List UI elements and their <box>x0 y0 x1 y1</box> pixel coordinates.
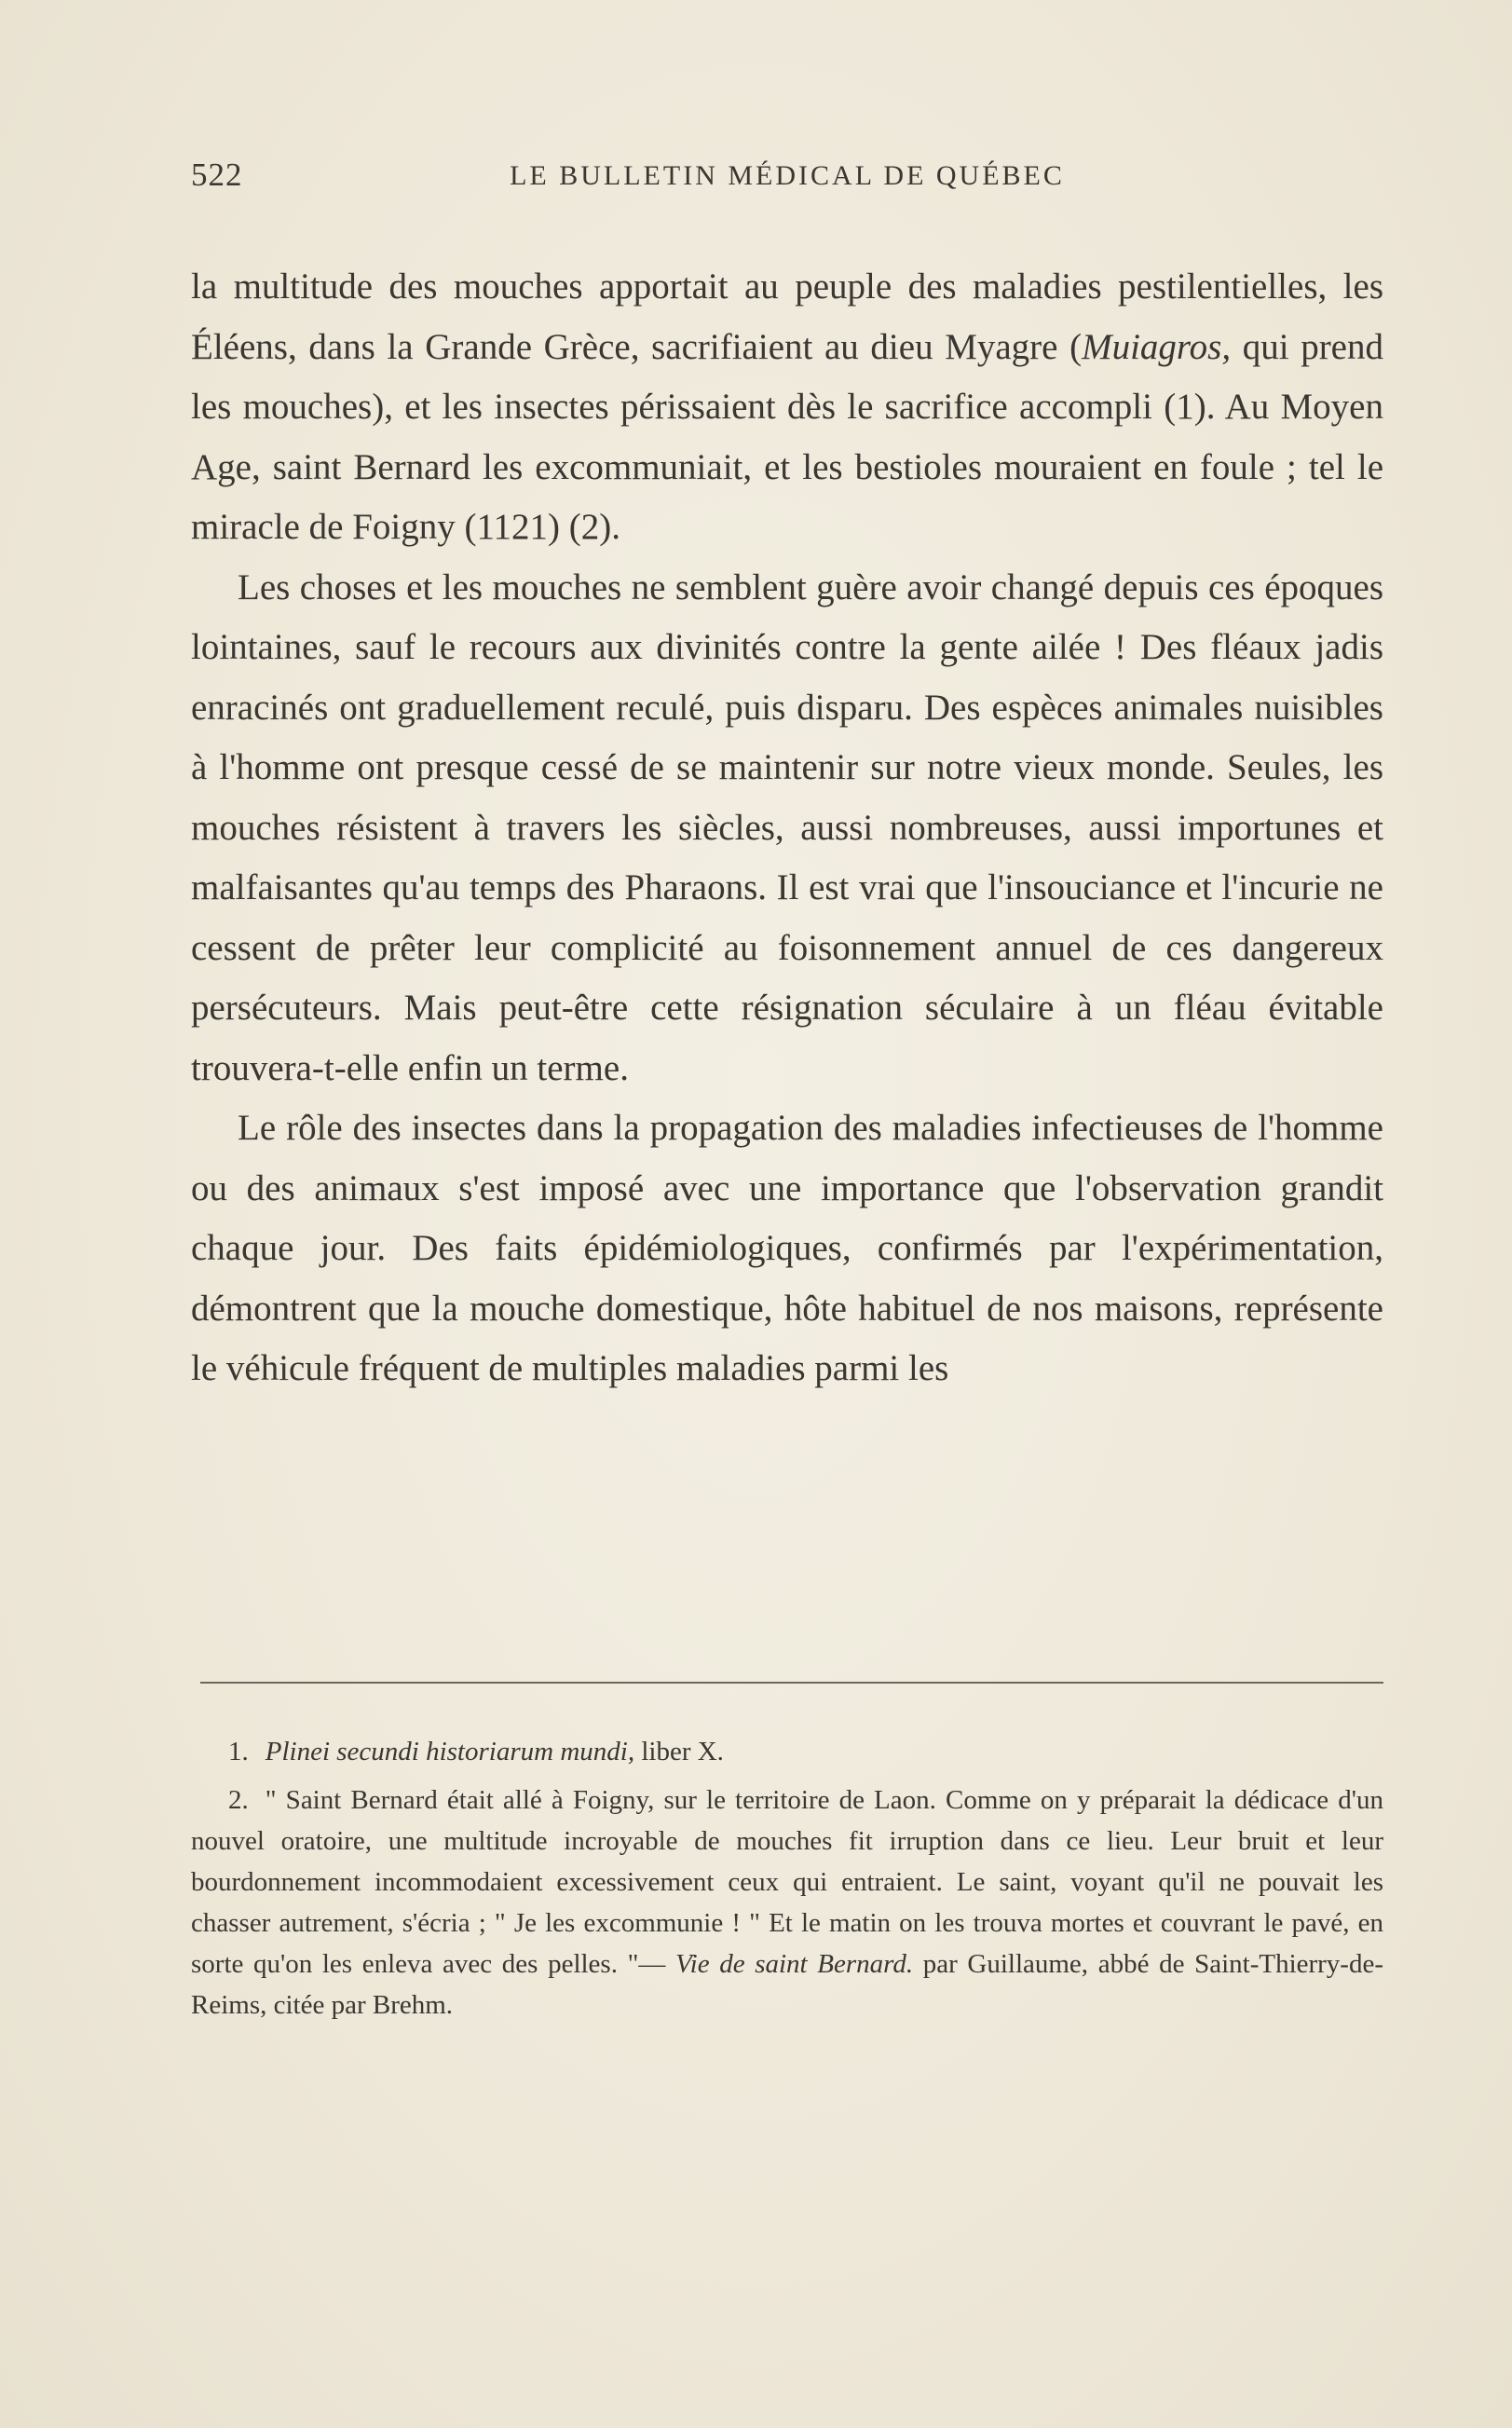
footnote-1-number: 1. <box>228 1737 249 1766</box>
footnote-1-text: liber X. <box>634 1737 724 1766</box>
paragraph-1-part-a: la multitude des mouches apportait au peuple des maladies pestilentielles, les Éléens, dans la Grande Grèce, sacrifiaient au dieu Myagre ( <box>191 266 1383 367</box>
footnote-2-text: " Saint Bernard était allé à Foigny, sur le territoire de Laon. Comme on y préparait la dédicace d'un nouvel oratoire, une multitude incroyable de mouches fit irruption dans ce lieu. Leur bruit et leur bourdonnement incommodaient excessivement ceux qui entraient. Le saint, voyant qu'il ne pouvait les chasser autrement, s'écria ; " Je les excommunie ! " Et le matin on les trouva mortes et couvrant le pavé, en sorte qu'on les enleva avec des pelles. "— <box>191 1785 1383 1979</box>
footnote-2-italic: Vie de saint Bernard. <box>675 1949 914 1979</box>
running-head: LE BULLETIN MÉDICAL DE QUÉBEC <box>510 160 1065 191</box>
footnote-divider <box>200 1682 1383 1684</box>
footnote-1 <box>191 1731 1383 1772</box>
paragraph-1-part-b: qui prend les mouches), et les insectes périssaient dès le sacrifice accompli (1). Au Moyen Age, saint Bernard les excommuniait, et les bestioles mouraient en foule ; tel le miracle de Foigny (1121) (2). <box>191 326 1383 547</box>
page-header <box>191 157 1383 203</box>
footnotes <box>191 1731 1383 2033</box>
footnote-2-number: 2. <box>228 1785 249 1815</box>
footnote-2 <box>191 1780 1383 2026</box>
paragraph-1 <box>191 257 1383 558</box>
footnote-1-italic: Plinei secundi historiarum mundi, <box>265 1737 635 1766</box>
page-number: 522 <box>191 157 243 193</box>
paragraph-1-italic: Muiagros, <box>1082 326 1232 367</box>
paragraph-3: Le rôle des insectes dans la propagation des maladies infectieuses de l'homme ou des animaux s'est imposé avec une importance que l'observation grandit chaque jour. Des faits épidémiologiques, confirmés par l'expérimentation, démontrent que la mouche domestique, hôte habituel de nos maisons, représente le véhicule fréquent de multiples maladies parmi les <box>191 1108 1383 1388</box>
body-text <box>191 257 1383 1399</box>
paragraph-2: Les choses et les mouches ne semblent guère avoir changé depuis ces époques lointaines, sauf le recours aux divinités contre la gente ailée ! Des fléaux jadis enracinés ont graduellement reculé, puis disparu. Des espèces animales nuisibles à l'homme ont presque cessé de se maintenir sur notre vieux monde. Seules, les mouches résistent à travers les siècles, aussi nombreuses, aussi importunes et malfaisantes qu'au temps des Pharaons. Il est vrai que l'insouciance et l'incurie ne cessent de prêter leur complicité au foisonnement annuel de ces dangereux persécuteurs. Mais peut-être cette résignation séculaire à un fléau évitable trouvera-t-elle enfin un terme. <box>191 566 1383 1088</box>
footnote-2-tail: par Guillaume, abbé de Saint-Thierry-de-Reims, citée par Brehm. <box>191 1949 1383 2020</box>
